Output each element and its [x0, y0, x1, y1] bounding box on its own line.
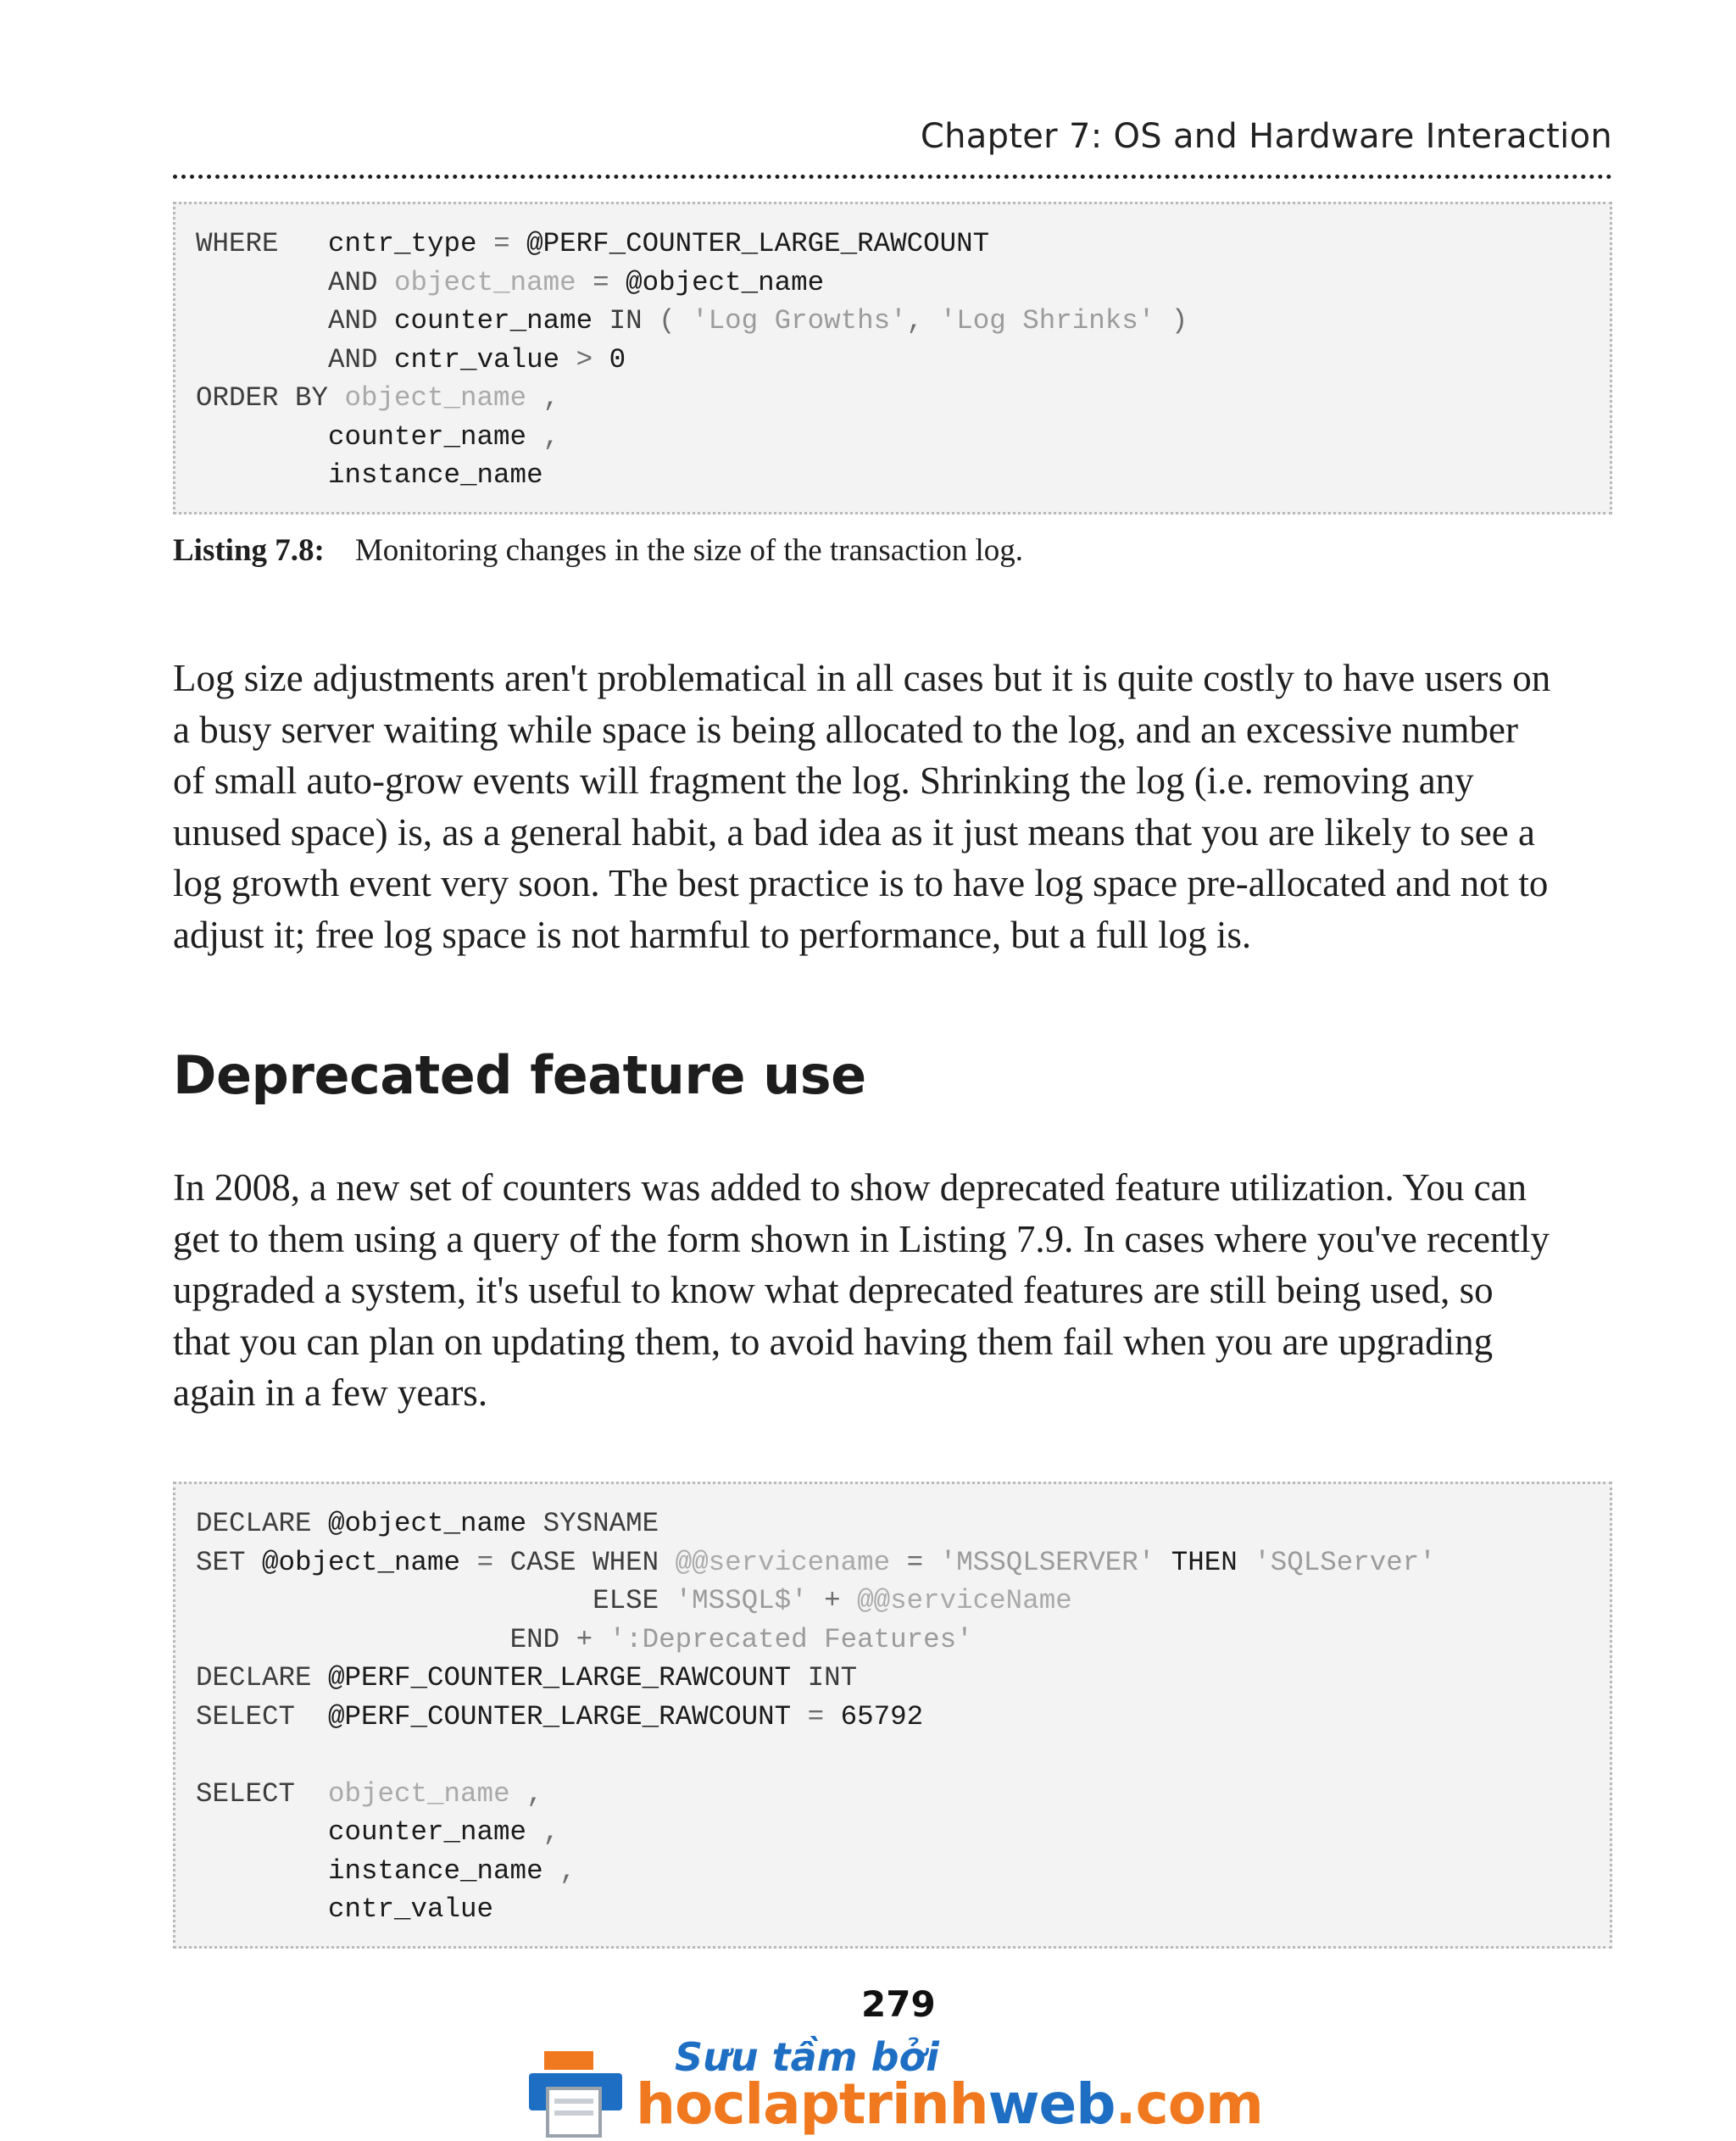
text-line: unused space) is, as a general habit, a bad idea as it just means that you are likely to see a	[173, 810, 1535, 854]
text-line: Log size adjustments aren't problematical in all cases but it is quite costly to have users on	[173, 657, 1551, 699]
code-token: cntr_value	[196, 1894, 494, 1925]
code-token: AND	[328, 266, 395, 298]
code-token: =	[593, 266, 626, 298]
code-token: object_name	[328, 1777, 527, 1810]
code-line	[196, 1890, 1589, 1929]
code-token: 'Log Shrinks'	[939, 305, 1171, 336]
code-token: AND	[328, 305, 395, 336]
code-token: object_name	[394, 266, 593, 298]
code-token: WHERE	[196, 228, 329, 259]
code-token: cntr_value	[394, 343, 576, 375]
code-token	[196, 1585, 593, 1616]
body-paragraph-log-size	[173, 653, 1622, 960]
text-line: that you can plan on updating them, to avoid having them fail when you are upgrading	[173, 1320, 1494, 1363]
code-line	[196, 1621, 1589, 1660]
code-token: =	[476, 1546, 510, 1578]
text-line: In 2008, a new set of counters was added to show deprecated feature utilization. You can	[173, 1166, 1527, 1209]
code-line	[196, 1775, 1589, 1814]
code-token: ,	[526, 1777, 543, 1810]
code-line	[196, 379, 1589, 418]
code-token	[196, 344, 328, 375]
code-line	[196, 1659, 1589, 1698]
code-token: DECLARE	[196, 1662, 329, 1693]
code-line	[196, 341, 1589, 380]
code-token: ,	[542, 1816, 560, 1848]
code-token: counter_name	[196, 1816, 543, 1848]
code-line	[196, 1813, 1589, 1852]
code-token: cntr_type	[328, 228, 494, 259]
listing-caption	[173, 532, 1023, 569]
code-line	[196, 456, 1589, 495]
watermark-tagline: Sưu tầm bởi	[675, 2034, 939, 2080]
text-line: get to them using a query of the form shown in Listing 7.9. In cases where you've recently	[173, 1217, 1550, 1260]
code-token: 'Log Growths'	[692, 305, 907, 336]
code-token: SELECT	[196, 1700, 329, 1732]
code-token: 'MSSQL$'	[675, 1585, 825, 1616]
text-line: a busy server waiting while space is being allocated to the log, and an excessive number	[173, 708, 1518, 751]
code-line	[196, 418, 1589, 457]
code-token: END	[509, 1623, 576, 1655]
page-number: 279	[861, 1983, 936, 2025]
caption-label: Listing 7.8:	[173, 533, 325, 568]
code-token: +	[824, 1585, 858, 1616]
code-token: ':Deprecated Features'	[609, 1623, 973, 1655]
code-token: counter_name	[394, 305, 609, 336]
site-part-2: web	[988, 2071, 1116, 2137]
watermark-logo	[529, 2034, 1263, 2141]
code-line	[196, 1504, 1589, 1543]
code-token: @@serviceName	[857, 1585, 1072, 1616]
code-token: ELSE	[593, 1585, 676, 1616]
code-token: >	[576, 343, 609, 375]
code-token: @object_name	[626, 266, 825, 298]
code-token: 'SQLServer'	[1254, 1546, 1436, 1578]
code-token	[196, 267, 328, 298]
code-token: @PERF_COUNTER_LARGE_RAWCOUNT	[328, 1700, 808, 1732]
code-token: IN	[609, 305, 659, 336]
site-part-1: hoclaptrinh	[636, 2071, 988, 2137]
code-token: @PERF_COUNTER_LARGE_RAWCOUNT	[526, 228, 990, 259]
text-line: adjust it; free log space is not harmful to performance, but a full log is.	[173, 913, 1252, 956]
code-token: @object_name	[262, 1546, 477, 1578]
code-token: ,	[559, 1855, 576, 1887]
code-token: ,	[542, 420, 560, 453]
code-token: (	[659, 305, 693, 336]
code-listing-7-8	[173, 202, 1612, 514]
code-token: =	[493, 228, 527, 259]
code-token: 0	[609, 343, 626, 375]
code-line	[196, 1543, 1589, 1582]
code-token: 65792	[840, 1700, 924, 1732]
code-token: @@servicename	[675, 1546, 907, 1578]
code-token	[196, 1624, 510, 1655]
code-token: =	[906, 1546, 940, 1578]
text-line: again in a few years.	[173, 1371, 488, 1414]
code-line	[196, 1852, 1589, 1891]
code-line	[196, 1582, 1589, 1621]
code-line	[196, 264, 1589, 303]
code-token: INT	[807, 1662, 858, 1693]
code-token: SET	[196, 1546, 263, 1578]
code-token: @object_name	[328, 1508, 543, 1539]
code-token: THEN	[1171, 1546, 1255, 1578]
caption-text: Monitoring changes in the size of the transaction log.	[354, 533, 1023, 568]
code-token: SYSNAME	[542, 1508, 659, 1539]
code-token: counter_name	[196, 420, 543, 453]
code-token: ORDER BY	[196, 382, 345, 414]
code-token: ,	[542, 382, 560, 414]
code-token: =	[807, 1700, 841, 1732]
code-token: 'MSSQLSERVER'	[939, 1546, 1171, 1578]
printer-logo-icon	[529, 2048, 622, 2141]
code-line	[196, 1698, 1589, 1737]
code-token: SELECT	[196, 1777, 329, 1810]
text-line: of small auto-grow events will fragment the log. Shrinking the log (i.e. removing any	[173, 759, 1474, 802]
code-token	[196, 305, 328, 336]
code-token: AND	[328, 343, 395, 375]
body-paragraph-deprecated	[173, 1162, 1622, 1419]
header-dotted-rule	[173, 175, 1612, 179]
code-line	[196, 225, 1589, 264]
code-listing-7-9	[173, 1482, 1612, 1949]
code-token: instance_name	[196, 1855, 560, 1887]
watermark-site	[636, 2071, 1263, 2137]
code-token: object_name	[344, 382, 543, 414]
code-token: +	[576, 1623, 609, 1655]
text-line: upgraded a system, it's useful to know what deprecated features are still being used, so	[173, 1269, 1494, 1311]
section-heading: Deprecated feature use	[173, 1044, 866, 1106]
code-token: DECLARE	[196, 1508, 329, 1539]
code-token: instance_name	[196, 459, 543, 491]
code-line	[196, 302, 1589, 341]
code-token: CASE WHEN	[509, 1546, 676, 1578]
code-token: ,	[906, 305, 940, 336]
running-head: Chapter 7: OS and Hardware Interaction	[920, 117, 1612, 156]
site-part-3: .com	[1115, 2071, 1263, 2137]
code-token: @PERF_COUNTER_LARGE_RAWCOUNT	[328, 1662, 808, 1693]
code-line	[196, 1736, 1589, 1775]
code-token: )	[1171, 305, 1188, 336]
text-line: log growth event very soon. The best practice is to have log space pre-allocated and not to	[173, 862, 1549, 904]
